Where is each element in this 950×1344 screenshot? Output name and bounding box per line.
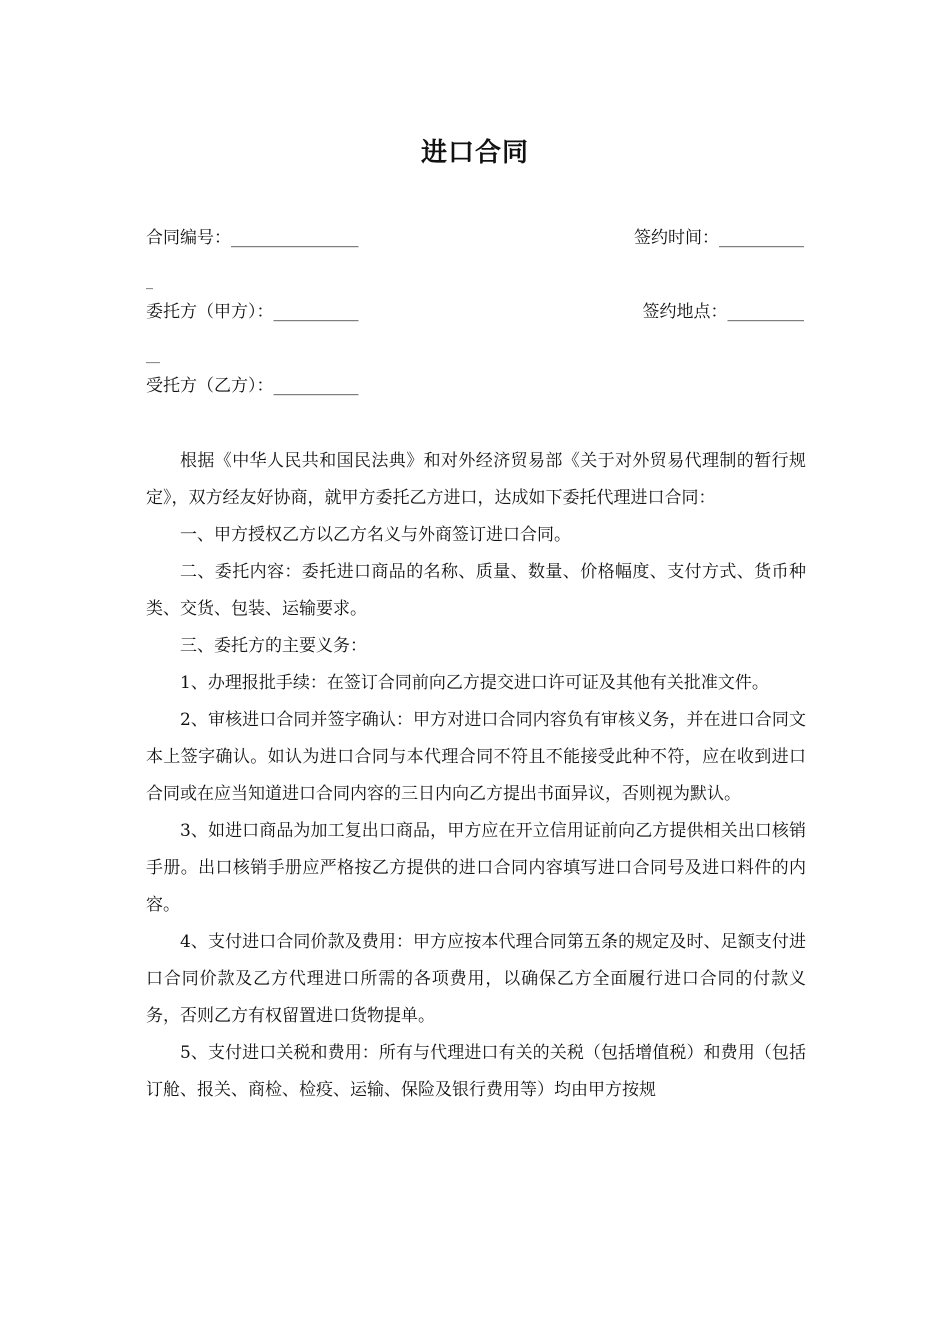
paragraph-item-1: 1、办理报批手续：在签订合同前向乙方提交进口许可证及其他有关批准文件。 [180, 673, 769, 693]
paragraph-clause-2: 二、委托内容：委托进口商品的名称、质量、数量、价格幅度、支付方式、货币种类、交货、包装、运输要求。 [146, 562, 806, 619]
contract-body [146, 443, 806, 1109]
paragraph-item-2: 2、审核进口合同并签字确认：甲方对进口合同内容负有审核义务，并在进口合同文本上签字确认。如认为进口合同与本代理合同不符且不能接受此种不符，应在收到进口合同或在应当知道进口合同内容的三日内向乙方提出书面异议，否则视为默认。 [146, 710, 806, 804]
document-title: 进口合同 [420, 138, 529, 168]
contract-number-field: 合同编号：_______________ [146, 228, 359, 248]
paragraph-preamble: 根据《中华人民共和国民法典》和对外经济贸易部《关于对外贸易代理制的暂行规定》，双方经友好协商，就甲方委托乙方进口，达成如下委托代理进口合同： [146, 451, 806, 508]
sign-time-field-tail: _ [146, 274, 153, 290]
sign-place-field: 签约地点：_________ [642, 302, 804, 322]
paragraph-item-3: 3、如进口商品为加工复出口商品，甲方应在开立信用证前向乙方提供相关出口核销手册。出口核销手册应严格按乙方提供的进口合同内容填写进口合同号及进口料件的内容。 [146, 821, 806, 915]
trustee-party-field: 受托方（乙方）：__________ [146, 376, 359, 396]
paragraph-item-4: 4、支付进口合同价款及费用：甲方应按本代理合同第五条的规定及时、足额支付进口合同价款及乙方代理进口所需的各项费用，以确保乙方全面履行进口合同的付款义务，否则乙方有权留置进口货物提单。 [146, 932, 806, 1026]
paragraph-clause-1: 一、甲方授权乙方以乙方名义与外商签订进口合同。 [180, 525, 571, 545]
paragraph-clause-3: 三、委托方的主要义务： [180, 636, 367, 656]
client-party-field: 委托方（甲方）：__________ [146, 302, 359, 322]
sign-time-field: 签约时间：__________ [634, 228, 804, 248]
sign-place-field-tail: __ [146, 348, 160, 364]
paragraph-item-5: 5、支付进口关税和费用：所有与代理进口有关的关税（包括增值税）和费用（包括订舱、报关、商检、检疫、运输、保险及银行费用等）均由甲方按规 [146, 1043, 806, 1100]
